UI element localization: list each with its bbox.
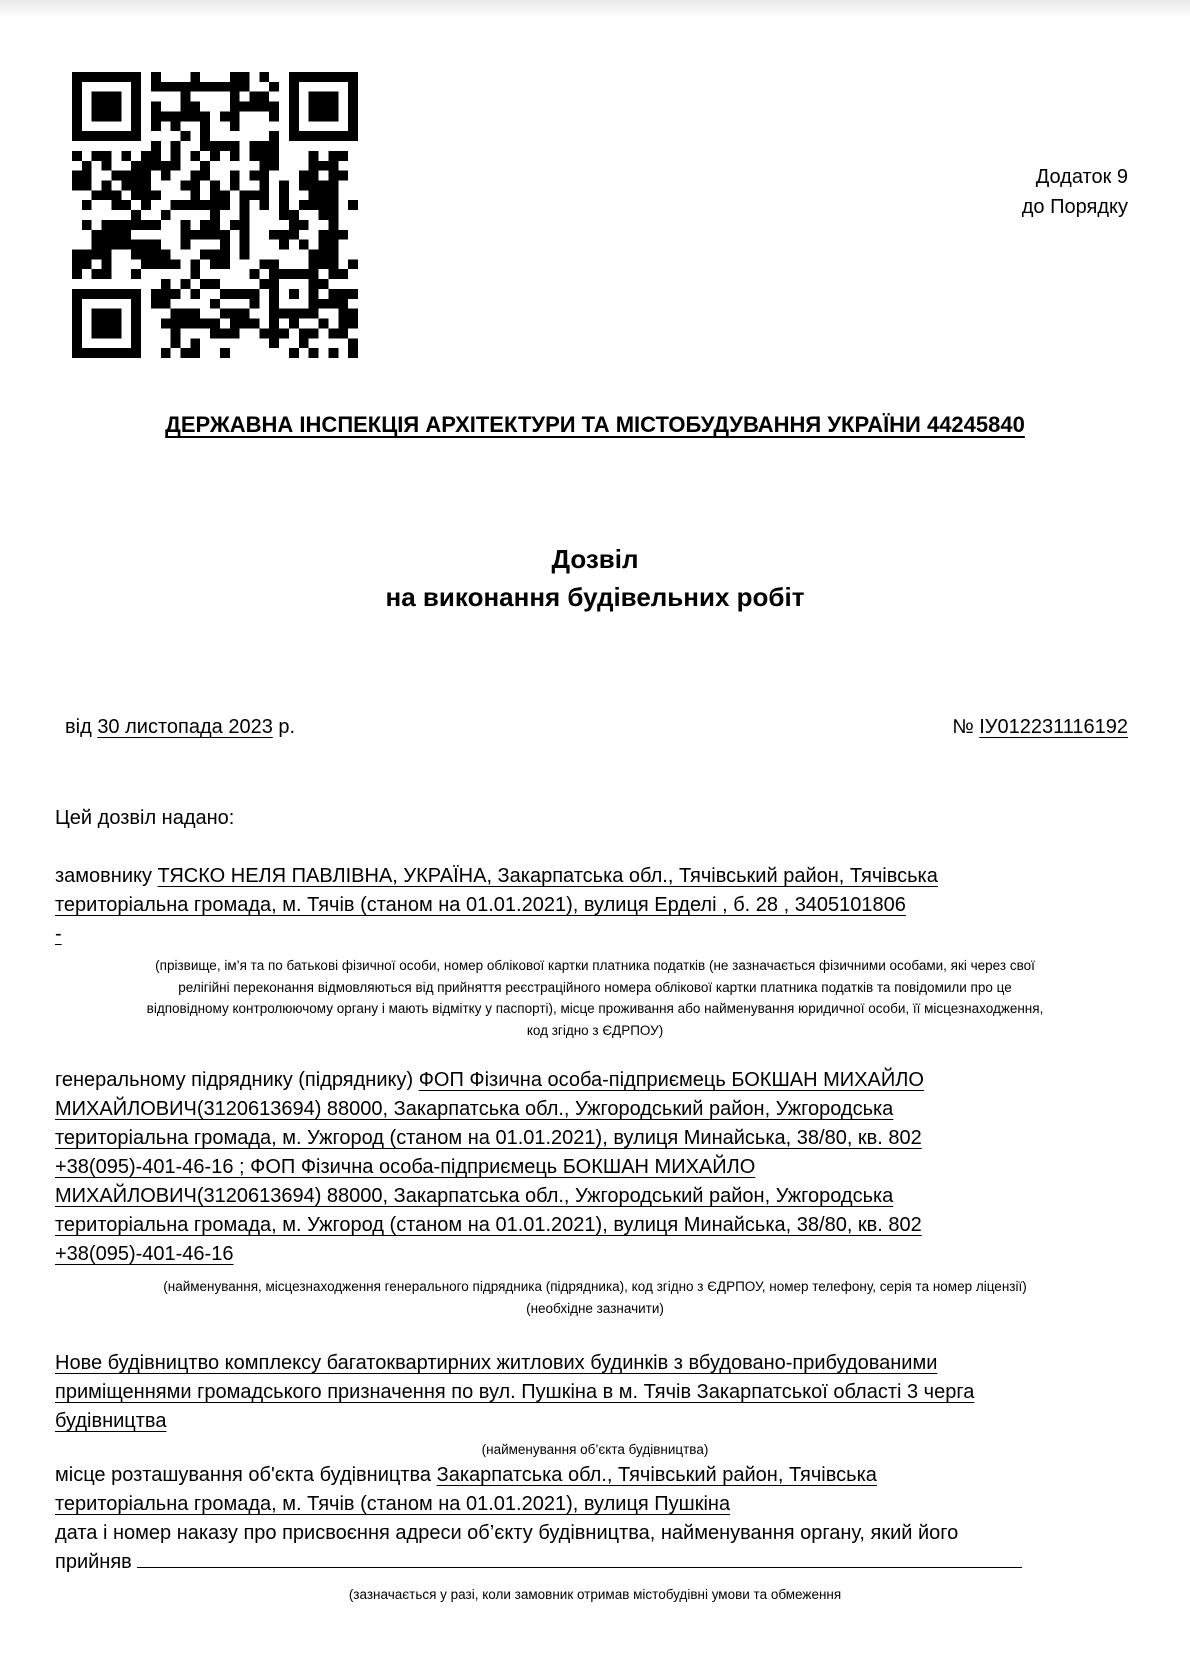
customer-block xyxy=(55,862,938,949)
contractor-line-2: МИХАЙЛОВИЧ(3120613694) 88000, Закарпатська обл., Ужгородський район, Ужгородська xyxy=(55,1098,894,1120)
title-line-1: Дозвіл xyxy=(551,544,639,574)
customer-label: замовнику xyxy=(55,865,152,887)
page-top-shadow xyxy=(0,0,1190,18)
location-block xyxy=(55,1461,1022,1577)
address-order-line-1: дата і номер наказу про присвоєння адреси об’єкту будівництва, найменування органу, який його xyxy=(55,1522,959,1544)
date-prefix: від xyxy=(65,716,92,738)
agency-name-text: ДЕРЖАВНА ІНСПЕКЦІЯ АРХІТЕКТУРИ ТА МІСТОБУДУВАННЯ УКРАЇНИ 44245840 xyxy=(165,412,1025,437)
customer-line-2: територіальна громада, м. Тячів (станом на 01.01.2021), вулиця Ерделі , б. 28 , 3405101806 xyxy=(55,894,906,916)
number-prefix: № xyxy=(952,716,974,738)
permit-number xyxy=(952,716,1128,739)
location-label: місце розташування об'єкта будівництва xyxy=(55,1464,432,1486)
date-suffix: р. xyxy=(278,716,296,738)
contractor-note-1: (найменування, місцезнаходження генерального підрядника (підрядника), код згідно з ЄДРПОУ, номер телефону, серія та номер ліцензії) xyxy=(163,1279,1027,1294)
contractor-line-3: територіальна громада, м. Ужгород (станом на 01.01.2021), вулиця Минайська, 38/80, кв. 802 xyxy=(55,1127,922,1149)
location-line-1: Закарпатська обл., Тячівський район, Тячівська xyxy=(436,1464,877,1486)
customer-note xyxy=(55,955,1135,1041)
address-order-line-2: прийняв xyxy=(55,1551,132,1573)
contractor-label: генеральному підряднику (підряднику) xyxy=(55,1069,414,1091)
agency-name xyxy=(0,412,1190,438)
customer-line-1: ТЯСКО НЕЛЯ ПАВЛІВНА, УКРАЇНА, Закарпатська обл., Тячівський район, Тячівська xyxy=(157,865,938,887)
contractor-line-1: ФОП Фізична особа-підприємець БОКШАН МИХАЙЛО xyxy=(418,1069,924,1091)
customer-line-3: - xyxy=(55,923,62,945)
object-line-1: Нове будівництво комплексу багатоквартирних житлових будинків з вбудовано-прибудованими xyxy=(55,1352,938,1374)
object-note: (найменування об’єкта будівництва) xyxy=(481,1442,709,1457)
number-value: ІУ012231116192 xyxy=(979,716,1128,738)
address-order-blank xyxy=(137,1549,1022,1568)
object-block xyxy=(55,1349,974,1436)
annex-reference xyxy=(1022,162,1128,222)
contractor-line-5: МИХАЙЛОВИЧ(3120613694) 88000, Закарпатська обл., Ужгородський район, Ужгородська xyxy=(55,1185,894,1207)
contractor-line-7: +38(095)-401-46-16 xyxy=(55,1243,234,1265)
object-line-3: будівництва xyxy=(55,1410,167,1432)
annex-order: до Порядку xyxy=(1021,196,1128,218)
address-order-note: (зазначається у разі, коли замовник отримав містобудівні умови та обмеження xyxy=(348,1587,842,1602)
customer-note-4: код згідно з ЄДРПОУ) xyxy=(526,1022,664,1038)
issue-date xyxy=(65,716,295,739)
customer-note-3: відповідному контролюючому органу і мають відмітку у паспорті), місце проживання або найменування юридичної особи, її місцезнаходження, xyxy=(146,1001,1044,1016)
customer-note-1: (прізвище, ім’я та по батькові фізичної особи, номер облікової картки платника податків (не зазначається фізичними особами, які через свої xyxy=(155,958,1035,973)
contractor-line-6: територіальна громада, м. Ужгород (станом на 01.01.2021), вулиця Минайська, 38/80, кв. 802 xyxy=(55,1214,922,1236)
contractor-note-2: (необхідне зазначити) xyxy=(526,1300,664,1316)
contractor-note xyxy=(55,1276,1135,1319)
object-line-2: приміщеннями громадського призначення по вул. Пушкіна в м. Тячів Закарпатської області 3 черга xyxy=(55,1381,975,1403)
granted-label: Цей дозвіл надано: xyxy=(55,807,235,829)
contractor-line-4: +38(095)-401-46-16 ; ФОП Фізична особа-підприємець БОКШАН МИХАЙЛО xyxy=(55,1156,756,1178)
document-title xyxy=(0,540,1190,616)
qr-code-icon xyxy=(72,72,358,358)
contractor-block xyxy=(55,1066,924,1269)
title-line-2: на виконання будівельних робіт xyxy=(385,582,805,612)
customer-note-2: релігійні переконання відмовляються від прийняття реєстраційного номера облікової картки платника податків та повідомили про це xyxy=(178,979,1012,995)
date-value: 30 листопада 2023 xyxy=(97,716,273,738)
location-line-2: територіальна громада, м. Тячів (станом на 01.01.2021), вулиця Пушкіна xyxy=(55,1493,731,1515)
annex-number: Додаток 9 xyxy=(1035,166,1128,188)
